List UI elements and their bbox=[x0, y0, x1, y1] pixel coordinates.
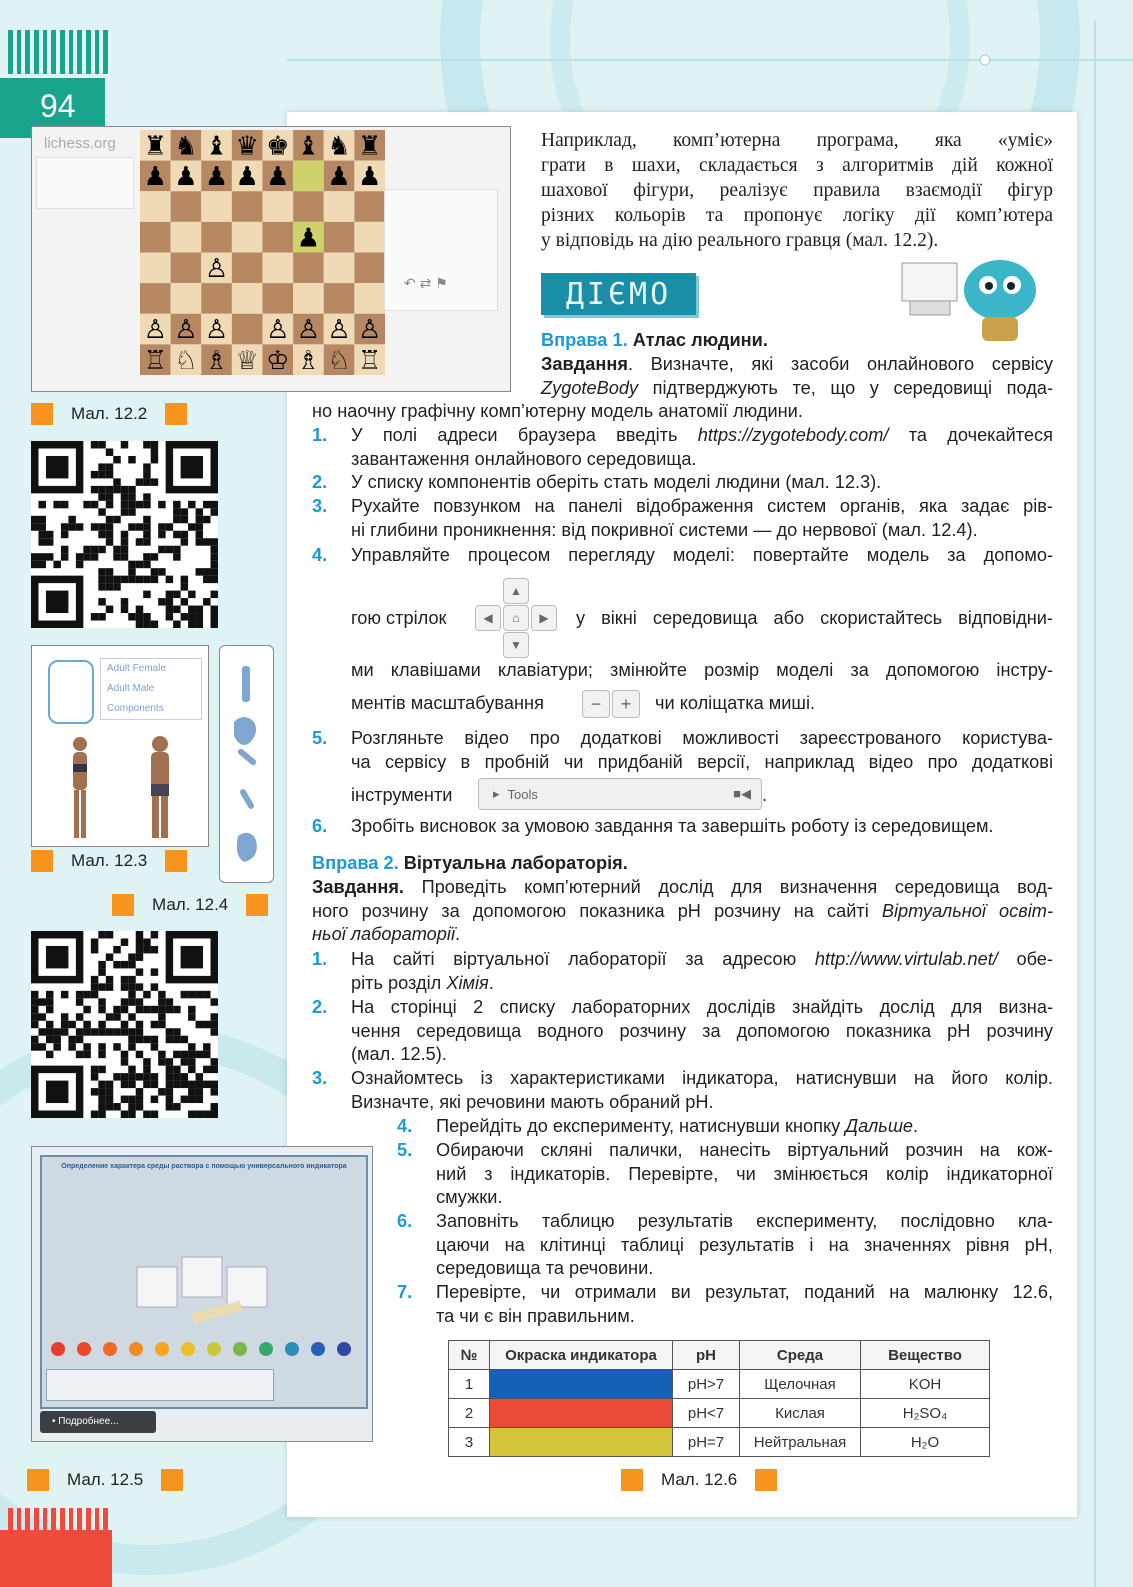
ex1-step-5-end: . bbox=[762, 785, 768, 805]
ex1-step-5-number: 5. bbox=[312, 728, 328, 748]
table-cell: KOH bbox=[861, 1370, 990, 1399]
ex1-step-4-line2b: у вікні середовища або скористайтесь відповідни- bbox=[576, 608, 1053, 628]
zoom-in-button[interactable]: + bbox=[612, 690, 640, 718]
caption-square-icon bbox=[755, 1469, 777, 1491]
caption-square-icon bbox=[31, 850, 53, 872]
table-cell: Кислая bbox=[740, 1399, 861, 1428]
svg-text:♔ bbox=[266, 346, 289, 375]
top-comb-decoration bbox=[8, 30, 108, 52]
table-cell: H₂O bbox=[861, 1428, 990, 1457]
svg-text:♞ bbox=[174, 132, 197, 162]
ex2-step-3-number: 3. bbox=[312, 1068, 328, 1088]
page-number: 94 bbox=[40, 88, 76, 124]
svg-text:♝ bbox=[205, 132, 228, 162]
tools-bar[interactable] bbox=[478, 778, 762, 810]
table-cell: pH=7 bbox=[673, 1428, 740, 1457]
qr-code-1[interactable] bbox=[31, 441, 218, 628]
svg-text:♜ bbox=[144, 132, 167, 162]
menu-item-components[interactable]: Components bbox=[107, 703, 164, 714]
caption-fig12-3: Мал. 12.3 bbox=[31, 850, 187, 872]
ex1-step-5: Розгляньте відео про додаткові можливості зареєстрованого користува- ча сервісу в пробній чи придбаній версії, наприклад відео про додаткові bbox=[351, 728, 1053, 772]
fig-organ-systems-slider[interactable] bbox=[219, 645, 274, 883]
ex1-step-6-number: 6. bbox=[312, 816, 328, 836]
table-cell: pH<7 bbox=[673, 1399, 740, 1428]
ex2-step-5-number: 5. bbox=[397, 1140, 413, 1160]
intro-paragraph: Наприклад, комп’ютерна програма, яка «уміє» грати в шахи, складається з алгоритмів дій кожної шахової фігури, реалізує правила взаємодії фігур різних кольорів та пропонує логіку дії комп’ютера у відповідь на дію реального гравця (мал. 12.2). bbox=[541, 130, 1053, 251]
table-header-cell: pH bbox=[673, 1341, 740, 1370]
ex2-step-6: Заповніть таблицю результатів експерименту, послідовно кла- цаючи на клітинці таблиці результатів і на значеннях рівня pH, середовища та речовини. bbox=[436, 1211, 1053, 1279]
ex1-step-4-line3: ми клавішами клавіатури; змінюйте розмір моделі за допомогою інстру- bbox=[351, 660, 1053, 680]
play-icon: ▸ bbox=[493, 786, 500, 801]
ex2-step-5: Обираючи скляні палички, нанесіть віртуальний розчин на кож- ний з індикаторів. Перевірте, чи змінюється колір індикаторної смужки. bbox=[436, 1140, 1053, 1208]
robot-computer-icon bbox=[900, 255, 1050, 345]
fig-virtual-lab-screenshot bbox=[31, 1146, 373, 1442]
table-cell: H₂SO₄ bbox=[861, 1399, 990, 1428]
video-camera-icon: ■◀ bbox=[733, 786, 751, 801]
top-comb-decoration-2 bbox=[8, 52, 108, 74]
lab-title: Определение характера среды раствора с помощью универсального индикатора bbox=[61, 1163, 347, 1170]
ex2-step-4: Перейдіть до експерименту, натиснувши кнопку Дальше. bbox=[436, 1116, 919, 1136]
lab-more-button[interactable]: • Подробнее... bbox=[40, 1411, 156, 1433]
ex2-step-2-number: 2. bbox=[312, 997, 328, 1017]
svg-text:♙ bbox=[174, 315, 197, 345]
table-cell: 1 bbox=[449, 1370, 490, 1399]
svg-text:♟ bbox=[174, 162, 197, 192]
svg-text:♘ bbox=[327, 346, 350, 375]
chess-site-label: lichess.org bbox=[44, 135, 116, 152]
qr-code-2[interactable] bbox=[31, 931, 218, 1118]
svg-text:♗ bbox=[205, 346, 228, 375]
ex1-step-1-number: 1. bbox=[312, 425, 328, 445]
ex1-step-1: У полі адреси браузера введіть https://zygotebody.com/ та дочекайтеся завантаження онлайнового середовища. bbox=[351, 425, 1053, 469]
table-cell: Щелочная bbox=[740, 1370, 861, 1399]
menu-item-adult-female[interactable]: Adult Female bbox=[107, 663, 166, 674]
ex1-step-4-line2a: гою стрілок bbox=[351, 608, 447, 628]
chess-moves-panel bbox=[384, 189, 498, 311]
chess-player-panel bbox=[36, 157, 134, 209]
arrow-up-button[interactable]: ▲ bbox=[503, 578, 529, 604]
ex1-step-2: У списку компонентів оберіть стать моделі людини (мал. 12.3). bbox=[351, 472, 882, 492]
caption-square-icon bbox=[246, 894, 268, 916]
ex1-heading: Вправа 1. Атлас людини. bbox=[541, 330, 768, 350]
svg-text:♟ bbox=[144, 162, 167, 192]
svg-text:♙ bbox=[205, 254, 228, 284]
caption-square-icon bbox=[27, 1469, 49, 1491]
caption-square-icon bbox=[31, 403, 53, 425]
table-header-cell: Окраска индикатора bbox=[490, 1341, 673, 1370]
ex2-step-1: На сайті віртуальної лабораторії за адресою http://www.virtulab.net/ обе- ріть розділ Хімія. bbox=[351, 949, 1053, 993]
svg-text:♗ bbox=[297, 346, 320, 375]
ex1-task-line3: но наочну графічну комп’ютерну модель анатомії людини. bbox=[312, 401, 803, 421]
svg-text:♟ bbox=[205, 162, 228, 192]
arrow-left-button[interactable]: ◀ bbox=[475, 605, 501, 631]
ex1-step-4-line1: Управляйте процесом перегляду моделі: повертайте модель за допомо- bbox=[351, 545, 1053, 565]
qr-code-icon bbox=[31, 931, 218, 1118]
chess-board bbox=[140, 130, 385, 375]
results-table bbox=[448, 1340, 990, 1457]
ex2-step-7: Перевірте, чи отримали ви результат, поданий на малюнку 12.6, та чи є він правильним. bbox=[436, 1282, 1053, 1326]
ex2-step-3: Ознайомтесь із характеристиками індикатора, натиснувши на його колір. Визначте, які речовини мають обраний pH. bbox=[351, 1068, 1053, 1112]
svg-text:♝ bbox=[297, 132, 320, 162]
table-header-cell: Среда bbox=[740, 1341, 861, 1370]
home-button[interactable]: ⌂ bbox=[503, 605, 529, 631]
lab-info-box bbox=[46, 1369, 274, 1401]
ex2-step-1-number: 1. bbox=[312, 949, 328, 969]
svg-text:♘ bbox=[174, 346, 197, 375]
caption-fig12-5: Мал. 12.5 bbox=[27, 1469, 183, 1491]
svg-text:♟ bbox=[266, 162, 289, 192]
table-cell: 2 bbox=[449, 1399, 490, 1428]
svg-text:♟ bbox=[297, 223, 320, 253]
human-models-icon bbox=[52, 732, 192, 842]
indicator-color-cell bbox=[490, 1370, 673, 1399]
svg-text:♖ bbox=[358, 346, 381, 375]
table-header-row bbox=[449, 1341, 990, 1370]
svg-text:♖ bbox=[144, 346, 167, 375]
lab-scene bbox=[40, 1155, 368, 1409]
arrow-down-button[interactable]: ▼ bbox=[503, 632, 529, 658]
caption-fig12-2: Мал. 12.2 bbox=[31, 403, 187, 425]
table-row bbox=[449, 1428, 990, 1457]
fig-zygote-screenshot bbox=[31, 645, 209, 847]
chess-controls-icons: ↶ ⇄ ⚑ bbox=[404, 275, 448, 291]
ex1-task: Завдання. Визначте, які засоби онлайнового сервісу ZygoteBody підтверджують те, що у середовищі пода- bbox=[541, 354, 1053, 398]
ex2-heading: Вправа 2. Віртуальна лабораторія. bbox=[312, 853, 628, 873]
caption-square-icon bbox=[112, 894, 134, 916]
svg-text:♟ bbox=[236, 162, 259, 192]
ex2-task: Завдання. Проведіть комп’ютерний дослід для визначення середовища вод- ного розчину за допомогою показника pH розчину на сайті Віртуальної освіт- ньої лабораторії. bbox=[312, 877, 1053, 945]
svg-text:♙ bbox=[205, 315, 228, 345]
table-row bbox=[449, 1370, 990, 1399]
svg-text:♙ bbox=[144, 315, 167, 345]
zygote-component-icon bbox=[48, 660, 94, 724]
svg-text:♙ bbox=[358, 315, 381, 345]
svg-text:♙ bbox=[266, 315, 289, 345]
ex2-step-2: На сторінці 2 списку лабораторних дослідів знайдіть дослід для визна- чення середовища водного розчину за допомогою показника pH розчину (мал. 12.5). bbox=[351, 997, 1053, 1065]
arrow-right-button[interactable]: ▶ bbox=[531, 605, 557, 631]
caption-square-icon bbox=[165, 850, 187, 872]
ex2-step-7-number: 7. bbox=[397, 1282, 413, 1302]
menu-item-adult-male[interactable]: Adult Male bbox=[107, 683, 155, 694]
table-header-cell: № bbox=[449, 1341, 490, 1370]
caption-fig12-4: Мал. 12.4 bbox=[112, 894, 268, 916]
bottom-comb-decoration bbox=[8, 1508, 108, 1530]
table-row bbox=[449, 1399, 990, 1428]
table-cell: Нейтральная bbox=[740, 1428, 861, 1457]
caption-square-icon bbox=[161, 1469, 183, 1491]
table-cell: 3 bbox=[449, 1428, 490, 1457]
ex1-step-4-number: 4. bbox=[312, 545, 328, 565]
indicator-color-cell bbox=[490, 1428, 673, 1457]
diemo-banner: ДІЄМО bbox=[541, 273, 696, 315]
ex1-step-2-number: 2. bbox=[312, 472, 328, 492]
table-cell: pH>7 bbox=[673, 1370, 740, 1399]
ex1-step-4-line4a: ментів масштабування bbox=[351, 693, 544, 713]
svg-text:♛ bbox=[236, 132, 259, 162]
caption-fig12-6: Мал. 12.6 bbox=[621, 1469, 777, 1491]
caption-square-icon bbox=[621, 1469, 643, 1491]
svg-text:♙ bbox=[297, 315, 320, 345]
tools-label: Tools bbox=[507, 786, 538, 802]
ex2-step-6-number: 6. bbox=[397, 1211, 413, 1231]
caption-square-icon bbox=[165, 403, 187, 425]
svg-text:♟ bbox=[327, 162, 350, 192]
indicator-color-cell bbox=[490, 1399, 673, 1428]
svg-text:♞ bbox=[327, 132, 350, 162]
ex1-step-3: Рухайте повзунком на панелі відображення систем органів, яка задає рів- ні глибини проникнення: від покривної системи — до нервової (мал. 12.4). bbox=[351, 496, 1053, 540]
fig-chess-screenshot bbox=[31, 126, 511, 392]
ex2-step-4-number: 4. bbox=[397, 1116, 413, 1136]
ex1-step-5-line3: інструменти bbox=[351, 785, 453, 805]
bottom-red-block bbox=[0, 1530, 112, 1587]
table-header-cell: Вещество bbox=[861, 1341, 990, 1370]
ex1-step-6: Зробіть висновок за умовою завдання та завершіть роботу із середовищем. bbox=[351, 816, 994, 836]
svg-text:♚ bbox=[266, 132, 289, 162]
ex1-step-3-number: 3. bbox=[312, 496, 328, 516]
ex1-step-4-line4b: чи коліщатка миші. bbox=[655, 693, 816, 713]
zygote-menu[interactable] bbox=[100, 658, 202, 720]
zoom-out-button[interactable]: − bbox=[582, 690, 610, 718]
svg-text:♜ bbox=[358, 132, 381, 162]
svg-text:♙ bbox=[327, 315, 350, 345]
qr-code-icon bbox=[31, 441, 218, 628]
svg-text:♕ bbox=[236, 346, 259, 375]
organ-systems-icons bbox=[220, 646, 273, 882]
svg-text:♟ bbox=[358, 162, 381, 192]
